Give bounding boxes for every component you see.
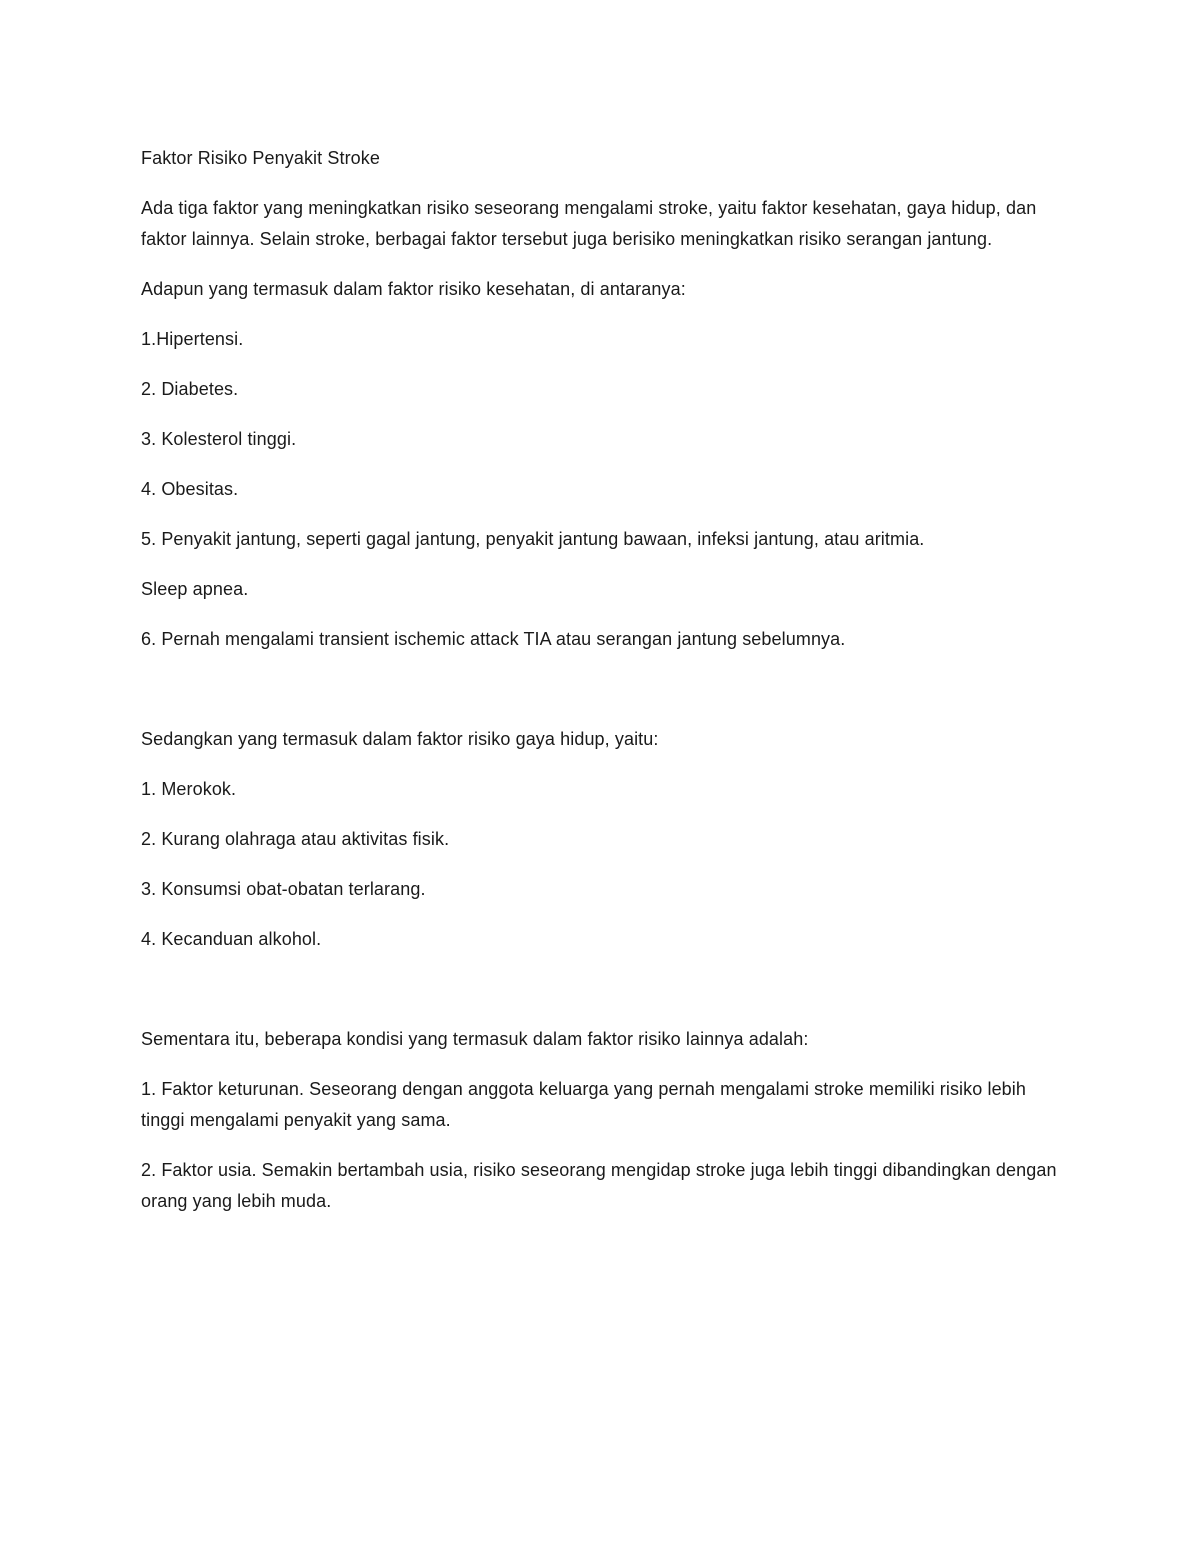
- list-item: 3. Konsumsi obat-obatan terlarang.: [141, 879, 426, 899]
- list-item: 1. Merokok.: [141, 779, 237, 799]
- health-section-heading: Adapun yang termasuk dalam faktor risiko kesehatan, di antaranya:: [141, 279, 686, 299]
- list-item: 2. Kurang olahraga atau aktivitas fisik.: [141, 829, 450, 849]
- list-item: 2. Diabetes.: [141, 379, 239, 399]
- document-body: [141, 143, 1061, 1236]
- list-item: 6. Pernah mengalami transient ischemic attack TIA atau serangan jantung sebelumnya.: [141, 629, 846, 649]
- list-item: 3. Kolesterol tinggi.: [141, 429, 297, 449]
- list-item: 5. Penyakit jantung, seperti gagal jantung, penyakit jantung bawaan, infeksi jantung, atau aritmia.: [141, 529, 925, 549]
- other-section-heading: Sementara itu, beberapa kondisi yang termasuk dalam faktor risiko lainnya adalah:: [141, 1029, 809, 1049]
- lifestyle-section-heading: Sedangkan yang termasuk dalam faktor risiko gaya hidup, yaitu:: [141, 729, 659, 749]
- list-item: 2. Faktor usia. Semakin bertambah usia, risiko seseorang mengidap stroke juga lebih tinggi dibandingkan dengan orang yang lebih muda.: [141, 1160, 1057, 1211]
- intro-paragraph: Ada tiga faktor yang meningkatkan risiko seseorang mengalami stroke, yaitu faktor kesehatan, gaya hidup, dan faktor lainnya. Selain stroke, berbagai faktor tersebut juga berisiko meningkatkan risiko serangan jantung.: [141, 198, 1037, 249]
- spacer: [141, 974, 1061, 1024]
- list-item: 4. Kecanduan alkohol.: [141, 929, 322, 949]
- list-item: 4. Obesitas.: [141, 479, 239, 499]
- document-title: Faktor Risiko Penyakit Stroke: [141, 148, 380, 168]
- list-item: 1. Faktor keturunan. Seseorang dengan anggota keluarga yang pernah mengalami stroke memiliki risiko lebih tinggi mengalami penyakit yang sama.: [141, 1079, 1027, 1130]
- list-item: 1.Hipertensi.: [141, 329, 244, 349]
- spacer: [141, 674, 1061, 724]
- list-item: Sleep apnea.: [141, 579, 249, 599]
